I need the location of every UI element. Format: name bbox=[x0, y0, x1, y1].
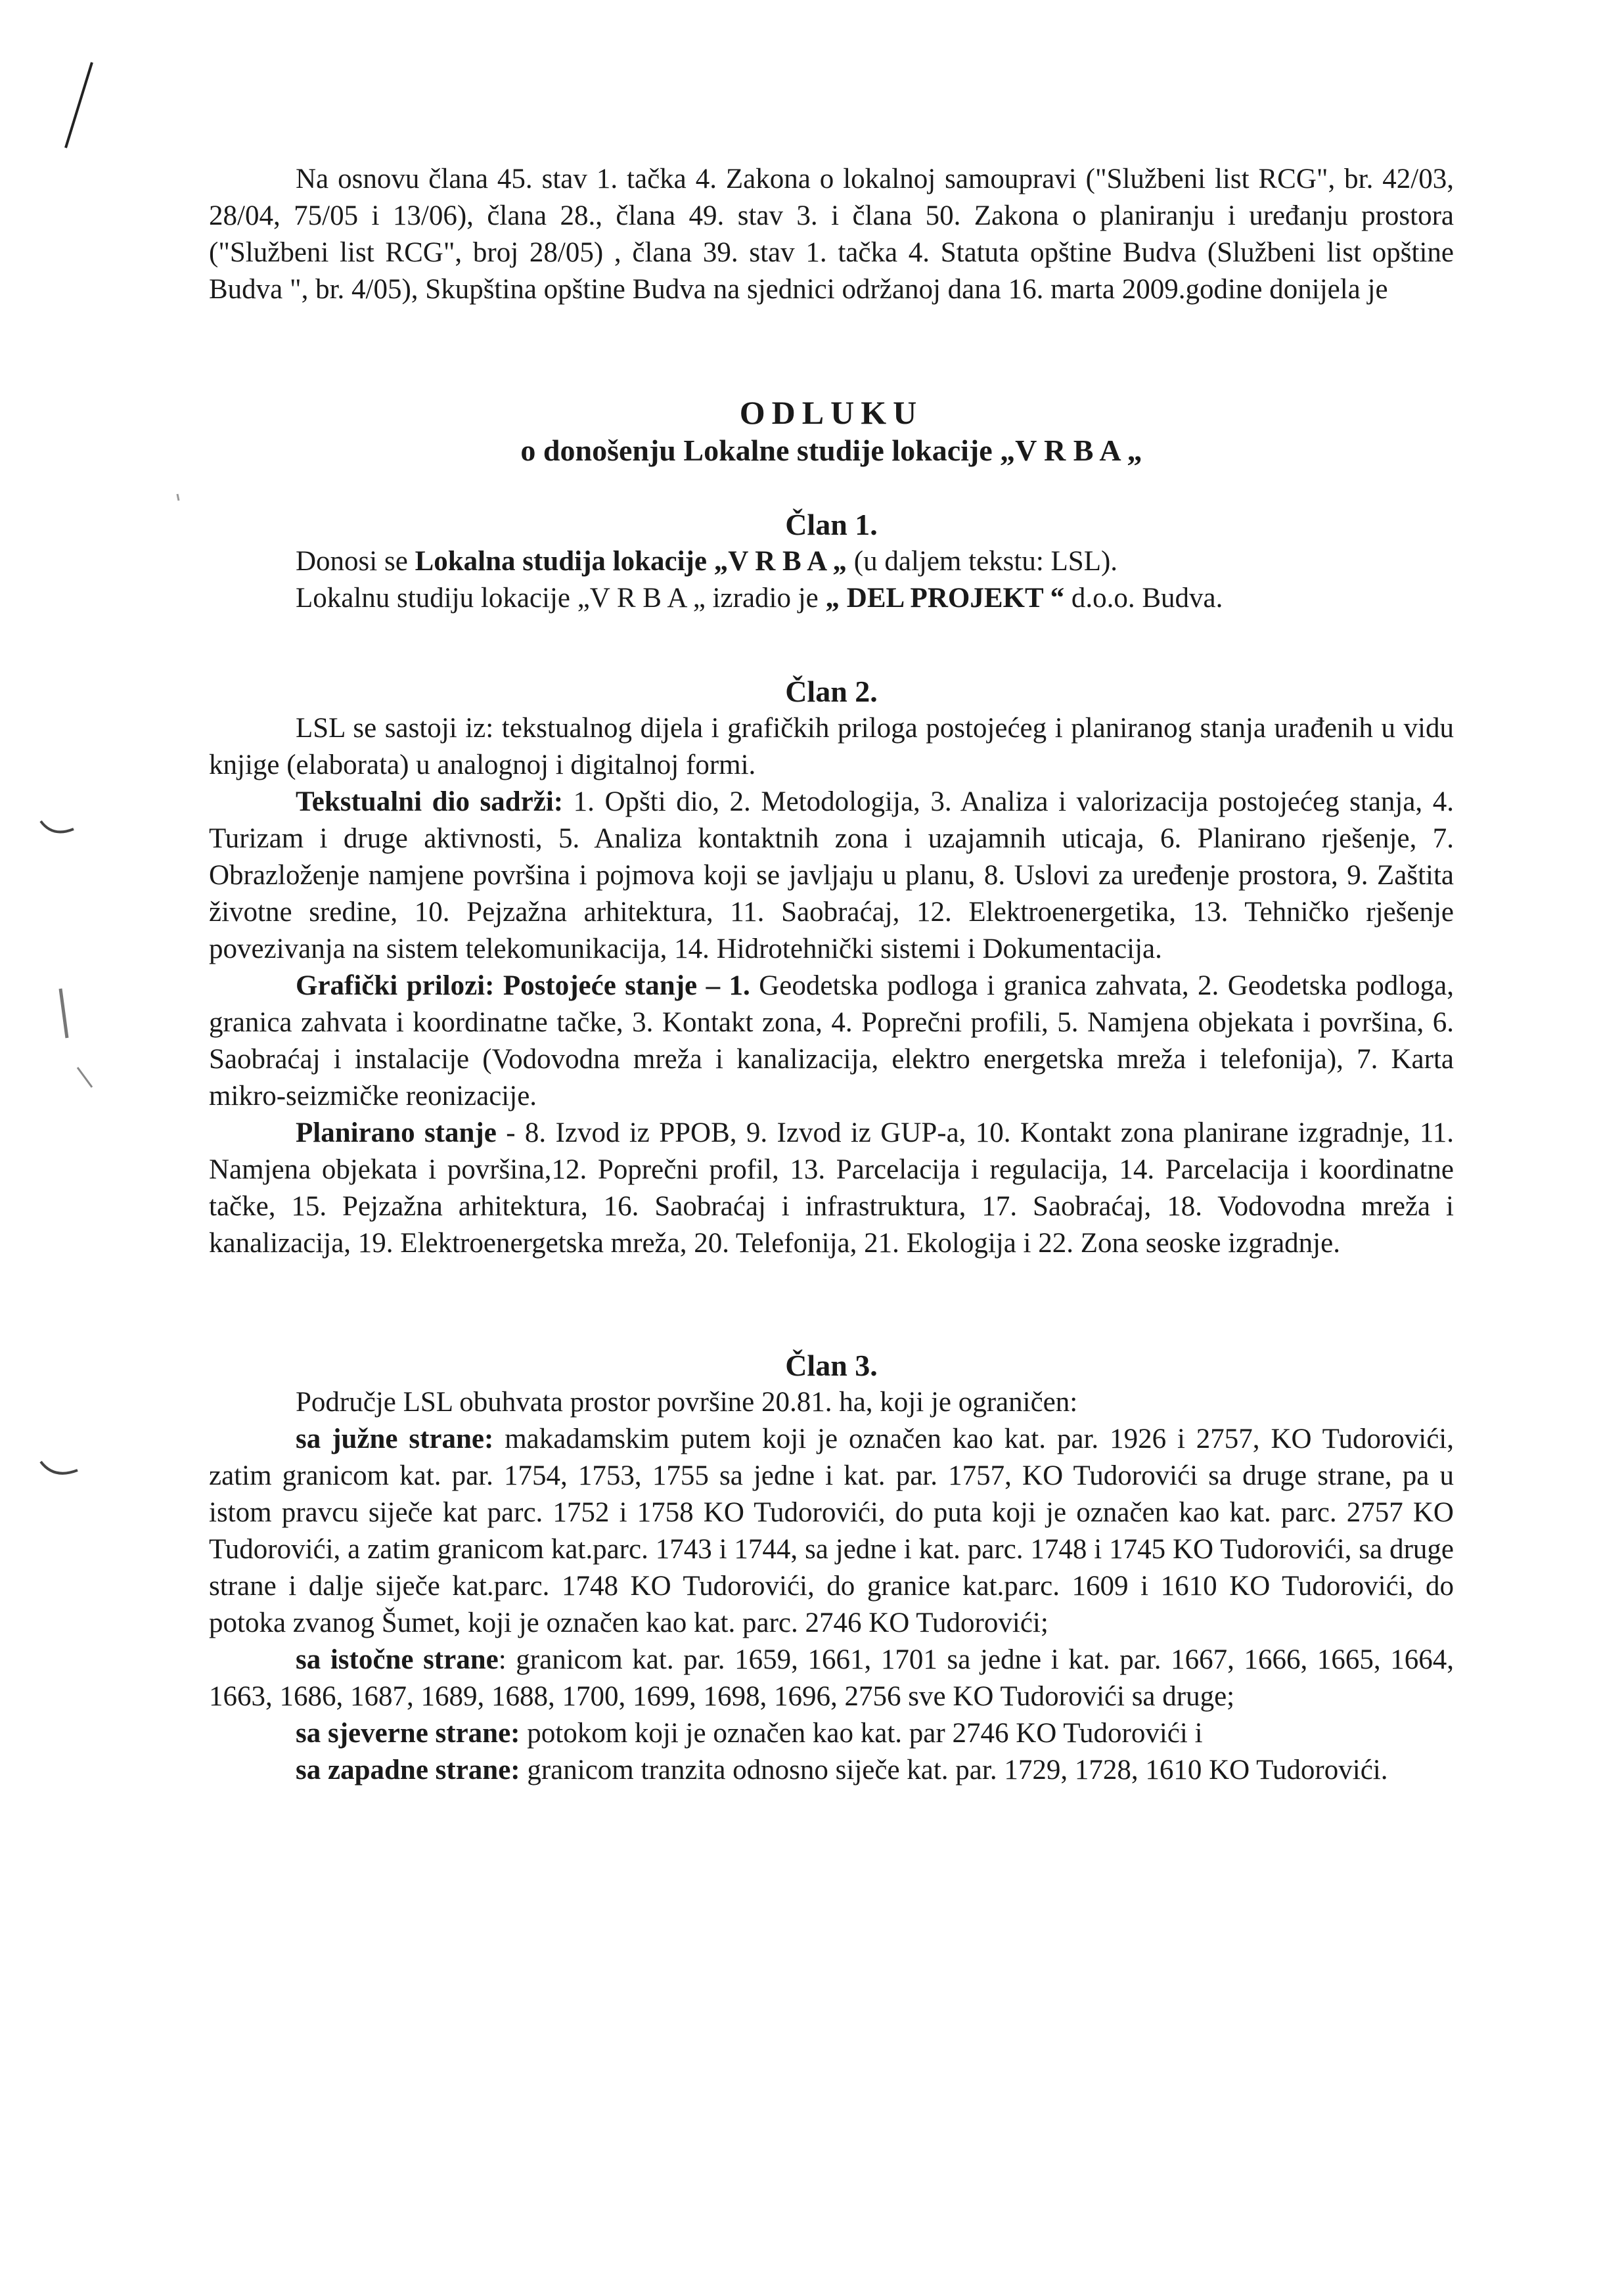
scan-smudge-mark-small bbox=[78, 1067, 92, 1087]
article-1-heading: Član 1. bbox=[785, 508, 878, 541]
article-2-heading: Član 2. bbox=[785, 675, 878, 708]
document-body bbox=[209, 161, 1454, 1789]
decision-title: ODLUKU bbox=[739, 394, 924, 431]
punch-hole-mark-lower bbox=[41, 1462, 78, 1473]
article-3-intro: Područje LSL obuhvata prostor površine 20.81. ha, koji je ograničen: bbox=[296, 1387, 1078, 1418]
article-3-south-boundary: sa južne strane: makadamskim putem koji je označen kao kat. par. 1926 i 2757, KO Tudorovići, zatim granicom kat. par. 1754, 1753, 1755 sa jedne i kat. par. 1757, KO Tudorovići sa druge strane, pa u istom pravcu siječe kat parc. 1752 i 1758 KO Tudorovići, do puta koji je označen kao kat. parc. 2757 KO Tudorovići, a zatim granicom kat.parc. 1743 i 1744, sa jedne i kat. parc. 1748 i 1745 KO Tudorovići, sa druge strane i dalje siječe kat.parc. 1748 KO Tudorovići, do granice kat.parc. 1609 i 1610 KO Tudorovići, do potoka zvanog Šumet, koji je označen kao kat. parc. 2746 KO Tudorovići; bbox=[209, 1424, 1454, 1638]
article-2-graphic-existing: Grafički prilozi: Postojeće stanje – 1. Geodetska podloga i granica zahvata, 2. Geodetska podloga, granica zahvata i koordinatne tačke, 3. Kontakt zona, 4. Poprečni profili, 5. Namjena objekata i površina, 6. Saobraćaj i instalacije (Vodovodna mreža i kanalizacija, elektro energetska mreža i telefonija), 7. Karta mikro-seizmičke reonizacije. bbox=[209, 970, 1454, 1112]
handwritten-slash-mark bbox=[66, 62, 92, 148]
preamble-paragraph: Na osnovu člana 45. stav 1. tačka 4. Zakona o lokalnoj samoupravi ("Službeni list RCG", br. 42/03, 28/04, 75/05 i 13/06), člana 28., člana 49. stav 3. i člana 50. Zakona o planiranju i uređanju prostora ("Službeni list RCG", broj 28/05) , člana 39. stav 1. tačka 4. Statuta opštine Budva (Službeni list opštine Budva ", br. 4/05), Skupština opštine Budva na sjednici održanoj dana 16. marta 2009.godine donijela je bbox=[209, 164, 1454, 305]
scan-dot-mark bbox=[177, 494, 179, 501]
article-3-east-boundary: sa istočne strane: granicom kat. par. 1659, 1661, 1701 sa jedne i kat. par. 1667, 1666, 1665, 1664, 1663, 1686, 1687, 1689, 1688, 1700, 1699, 1698, 1696, 2756 sve KO Tudorovići sa druge; bbox=[209, 1644, 1454, 1712]
decision-subtitle: o donošenju Lokalne studije lokacije „V R B A „ bbox=[520, 434, 1142, 467]
article-1-line-2: Lokalnu studiju lokacije „V R B A „ izradio je „ DEL PROJEKT “ d.o.o. Budva. bbox=[296, 583, 1223, 614]
article-1-line-1: Donosi se Lokalna studija lokacije „V R B A „ (u daljem tekstu: LSL). bbox=[296, 546, 1118, 577]
scan-smudge-mark bbox=[60, 989, 67, 1038]
article-2-text-contents: Tekstualni dio sadrži: 1. Opšti dio, 2. Metodologija, 3. Analiza i valorizacija postojećeg stanja, 4. Turizam i druge aktivnosti, 5. Analiza kontaktnih zona i uzajamnih uticaja, 6. Planirano rješenje, 7. Obrazloženje namjene površina i pojmova koji se javljaju u planu, 8. Uslovi za uređenje prostora, 9. Zaštita životne sredine, 10. Pejzažna arhitektura, 11. Saobraćaj, 12. Elektroenergetika, 13. Tehničko rješenje povezivanja na sistem telekomunikacija, 14. Hidrotehnički sistemi i Dokumentacija. bbox=[209, 786, 1455, 964]
article-3-north-boundary: sa sjeverne strane: potokom koji je označen kao kat. par 2746 KO Tudorovići i bbox=[296, 1718, 1203, 1749]
article-3-west-boundary: sa zapadne strane: granicom tranzita odnosno siječe kat. par. 1729, 1728, 1610 KO Tudorovići. bbox=[296, 1755, 1388, 1786]
article-2-intro: LSL se sastoji iz: tekstualnog dijela i grafičkih priloga postojećeg i planiranog stanja urađenih u vidu knjige (elaborata) u analognoj i digitalnoj formi. bbox=[209, 713, 1454, 780]
punch-hole-mark-upper bbox=[41, 821, 74, 832]
article-2-graphic-planned: Planirano stanje - 8. Izvod iz PPOB, 9. Izvod iz GUP-a, 10. Kontakt zona planirane izgradnje, 11. Namjena objekata i površina,12. Poprečni profil, 13. Parcelacija i regulacija, 14. Parcelacija i koordinatne tačke, 15. Pejzažna arhitektura, 16. Saobraćaj i infrastruktura, 17. Saobraćaj, 18. Vodovodna mreža i kanalizacija, 19. Elektroenergetska mreža, 20. Telefonija, 21. Ekologija i 22. Zona seoske izgradnje. bbox=[209, 1117, 1454, 1259]
article-3-heading: Član 3. bbox=[785, 1349, 878, 1382]
